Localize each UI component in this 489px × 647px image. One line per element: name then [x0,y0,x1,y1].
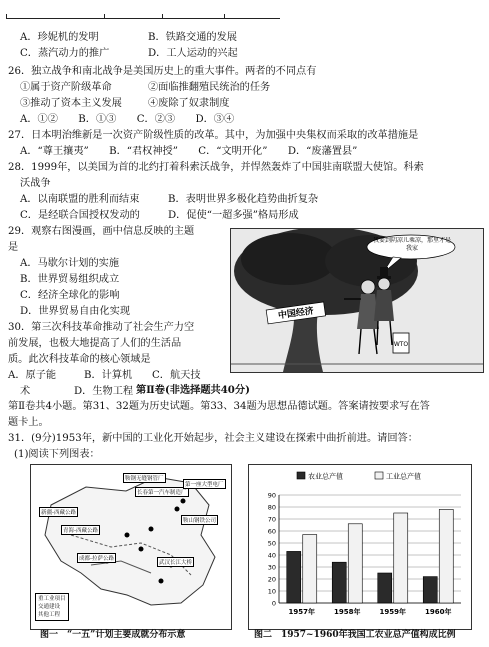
part2-title: 第Ⅱ卷(非选择题共40分) [136,384,250,396]
legend-label: 农业总产值 [308,472,343,481]
q29-option-d[interactable]: D．世界贸易自由化实现 [20,306,131,317]
y-tick-label: 90 [267,491,276,500]
legend-swatch [297,472,305,479]
q28-option-d[interactable]: D．促使“一超多强”格局形成 [168,210,299,221]
bar-industry [439,509,453,603]
y-tick-label: 70 [267,515,276,524]
x-tick-label: 1960年 [425,608,452,616]
q29-stem-2: 是 [8,242,19,253]
x-tick-label: 1957年 [288,608,315,616]
q26-stem: 26．独立战争和南北战争是美国历史上的重大事件。两者的不同点有 [8,66,317,77]
legend-swatch [375,472,383,479]
tree-label: 中国经济 [277,306,315,322]
q30-option-c-cont: 术 [20,386,31,397]
map-label-4: 鞍山钢铁公司 [181,515,218,525]
q30-option-b[interactable]: B．计算机 [84,370,133,381]
q27-options[interactable]: A．“尊王攘夷” B．“君权神授” C．“文明开化” D．“废藩置县” [20,146,358,157]
map-label-5: 武汉长江大桥 [157,557,194,567]
x-tick-label: 1959年 [379,608,406,616]
legend-heavy-industry: 重工业项目 [38,596,66,602]
figure2-caption: 图二 1957~1960年我国工农业总产值构成比例 [254,630,456,640]
part2-note-1: 第Ⅱ卷共4小题。第31、32题为历史试题。第33、34题为思想品德试题。答案请按要求写在答 [8,401,430,412]
map-label-8: 新疆-西藏公路 [39,507,78,517]
bar-agriculture [378,573,392,603]
q26-item-3: ③推动了资本主义发展 [20,98,122,109]
q28-stem-1: 28．1999年，以美国为首的北约打着科索沃战争，并悍然轰炸了中国驻南联盟大使馆。科索 [8,162,424,173]
map-label-2: 长春第一汽车制造厂 [135,487,189,497]
q31-sub-1: (1)阅读下列图表： [14,449,100,460]
legend-other: 其他工程 [38,612,61,618]
q31-stem: 31．(9分)1953年，新中国的工业化开始起步，社会主义建设在探索中曲折前进。请回答： [8,433,418,444]
part2-note-2: 题卡上。 [8,417,49,428]
legend-transport: 交通建设 [38,604,61,610]
timeline-axis [6,14,280,22]
q25-option-d[interactable]: D．工人运动的兴起 [148,48,238,59]
cartoon-illustration [230,228,484,373]
q28-option-a[interactable]: A．以南联盟的胜利而结束 [20,194,140,205]
figure1-map [30,464,232,630]
q25-option-c[interactable]: C．蒸汽动力的推广 [20,48,110,59]
y-tick-label: 30 [267,563,276,572]
bar-industry [348,524,362,603]
legend-label: 工业总产值 [386,472,421,481]
map-legend [35,593,69,621]
q27-stem: 27．日本明治维新是一次资产阶级性质的改革。其中，为加强中央集权而采取的改革措施是 [8,130,419,141]
map-label-6: 成都-拉萨公路 [77,553,116,563]
wto-box-label: WTO [393,341,409,348]
y-tick-label: 80 [267,503,276,512]
bar-industry [394,513,408,603]
bar-industry [303,535,317,603]
q30-stem-1: 30．第三次科技革命推动了社会生产力空 [8,322,195,333]
map-label-1: 鞍钢无缝钢管厂 [123,473,166,483]
bar-agriculture [332,562,346,603]
y-tick-label: 40 [267,551,276,560]
q26-item-1: ①属于资产阶级革命 [20,82,112,93]
y-tick-label: 20 [267,575,276,584]
q28-option-c[interactable]: C．是经联合国授权发动的 [20,210,140,221]
q30-stem-2: 前发展，也极大地提高了人们的生活品 [8,338,182,349]
q28-stem-2: 沃战争 [20,178,51,189]
q30-option-c[interactable]: C．航天技 [152,370,201,381]
y-tick-label: 0 [271,599,276,608]
figure1-caption: 图一 “一五”计划主要成就分布示意 [40,630,186,640]
q26-item-4: ④废除了奴隶制度 [148,98,230,109]
y-tick-label: 10 [267,587,276,596]
q30-stem-3: 质。此次科技革命的核心领域是 [8,354,151,365]
q25-option-b[interactable]: B．铁路交通的发展 [148,32,237,43]
bar-agriculture [287,551,301,603]
map-label-7: 青海-西藏公路 [61,525,100,535]
q29-option-b[interactable]: B．世界贸易组织成立 [20,274,120,285]
q25-option-a[interactable]: A．珍妮机的发明 [20,32,99,43]
q29-option-a[interactable]: A．马歇尔计划的实施 [20,258,120,269]
x-tick-label: 1958年 [334,608,361,616]
q30-option-a[interactable]: A．原子能 [8,370,57,381]
q30-option-d[interactable]: D．生物工程 [74,386,134,397]
q26-item-2: ②面临推翻殖民统治的任务 [148,82,271,93]
bar-chart-svg [249,465,471,629]
figure2-chart [248,464,472,630]
q26-options[interactable]: A．①② B．①③ C．②③ D．③④ [20,114,235,125]
map-label-3: 第一座大型电厂 [183,479,226,489]
bar-agriculture [423,577,437,603]
q28-option-b[interactable]: B．表明世界多极化趋势曲折复杂 [168,194,319,205]
q29-stem-1: 29．观察右图漫画，画中信息反映的主题 [8,226,195,237]
q29-option-c[interactable]: C．经济全球化的影响 [20,290,120,301]
y-tick-label: 50 [267,539,276,548]
y-tick-label: 60 [267,527,276,536]
speech-bubble: 我要到阴凉儿乘凉，那里才是我家 [372,237,451,252]
